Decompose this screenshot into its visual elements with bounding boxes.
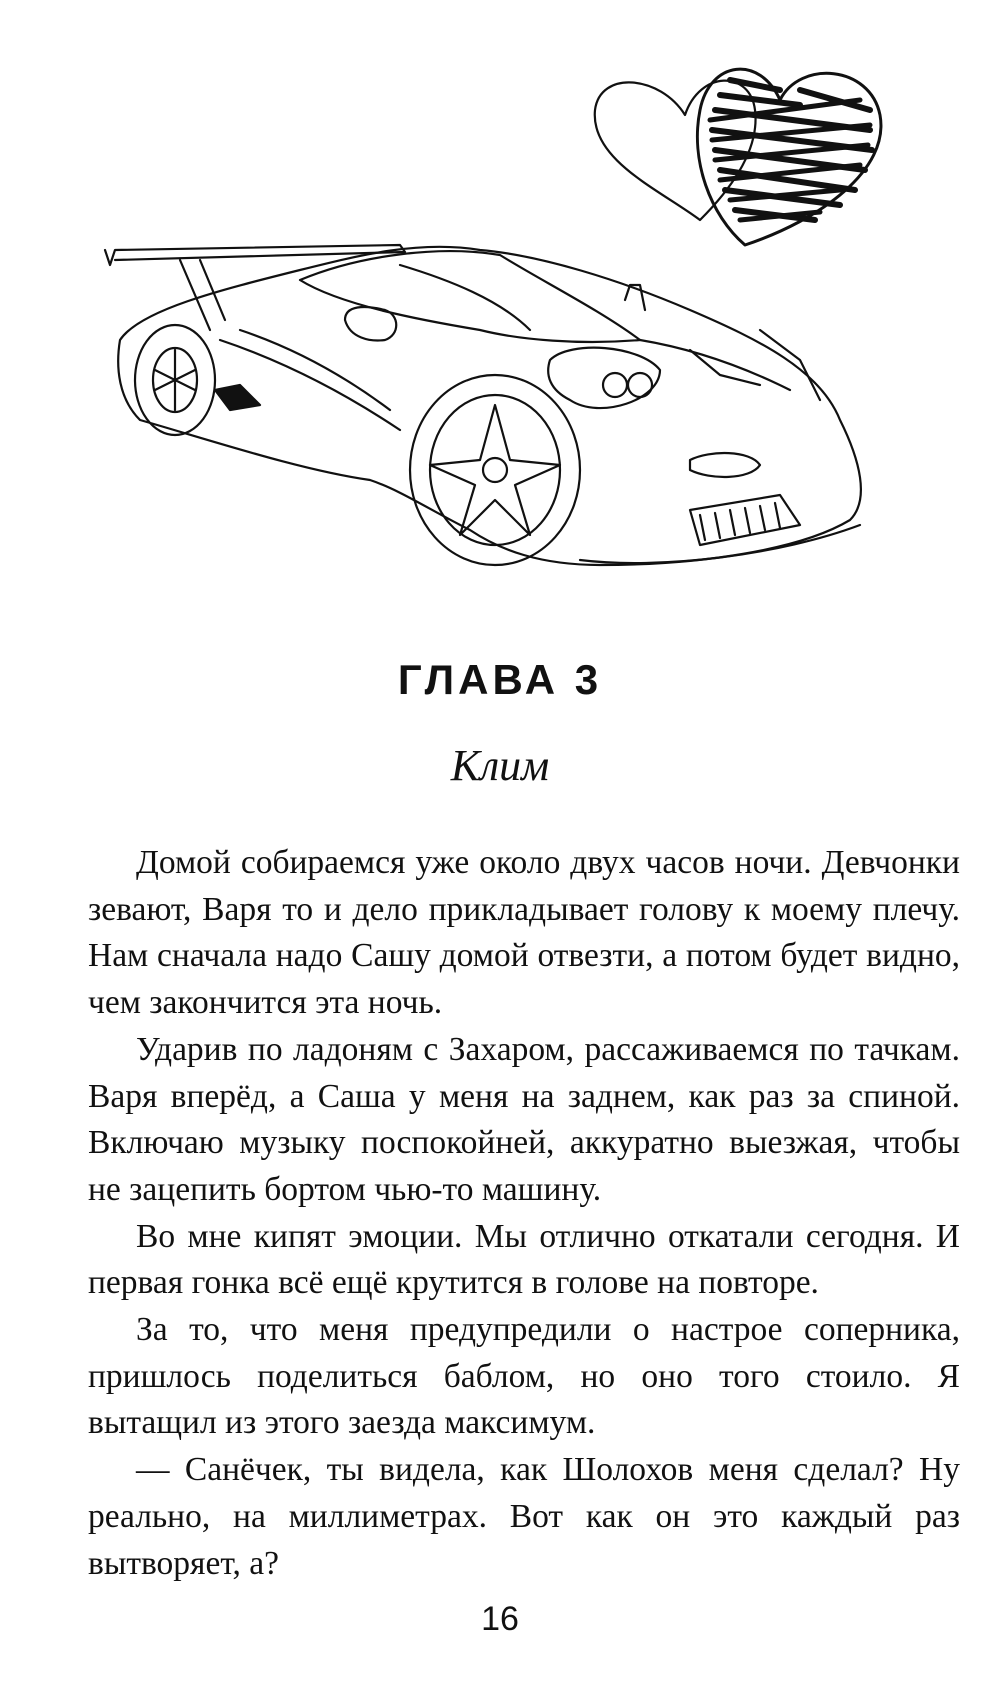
paragraph: Домой собираемся уже около двух часов ночи. Девчонки зевают, Варя то и дело прикладывает голову к моему плечу. Нам сначала надо Сашу домой отвезти, а потом будет видно, чем закончится эта ночь. xyxy=(88,844,960,1022)
sports-car-drawing xyxy=(105,245,861,565)
paragraph: За то, что меня предупредили о настрое соперника, пришлось поделиться баблом, но оно того стоило. Я вытащил из этого заезда максимум. xyxy=(88,1311,960,1442)
chapter-illustration xyxy=(100,40,980,640)
scribbled-heart-icon xyxy=(697,69,881,245)
chapter-subheading: Клим xyxy=(450,741,550,790)
body-text xyxy=(88,840,960,1587)
paragraph: Ударив по ладоням с Захаром, рассаживаемся по тачкам. Варя вперёд, а Саша у меня на заднем, как раз за спиной. Включаю музыку поспокойней, аккуратно выезжая, чтобы не зацепить бортом чью-то машину. xyxy=(88,1030,960,1208)
paragraph: Во мне кипят эмоции. Мы отлично откатали сегодня. И первая гонка всё ещё крутится в голове на повторе. xyxy=(88,1217,960,1302)
paragraph: — Санёчек, ты видела, как Шолохов меня сделал? Ну реально, на миллиметрах. Вот как он это каждый раз вытворяет, а? xyxy=(88,1451,960,1582)
chapter-heading: ГЛАВА 3 xyxy=(397,656,603,703)
page-number: 16 xyxy=(481,1600,519,1638)
